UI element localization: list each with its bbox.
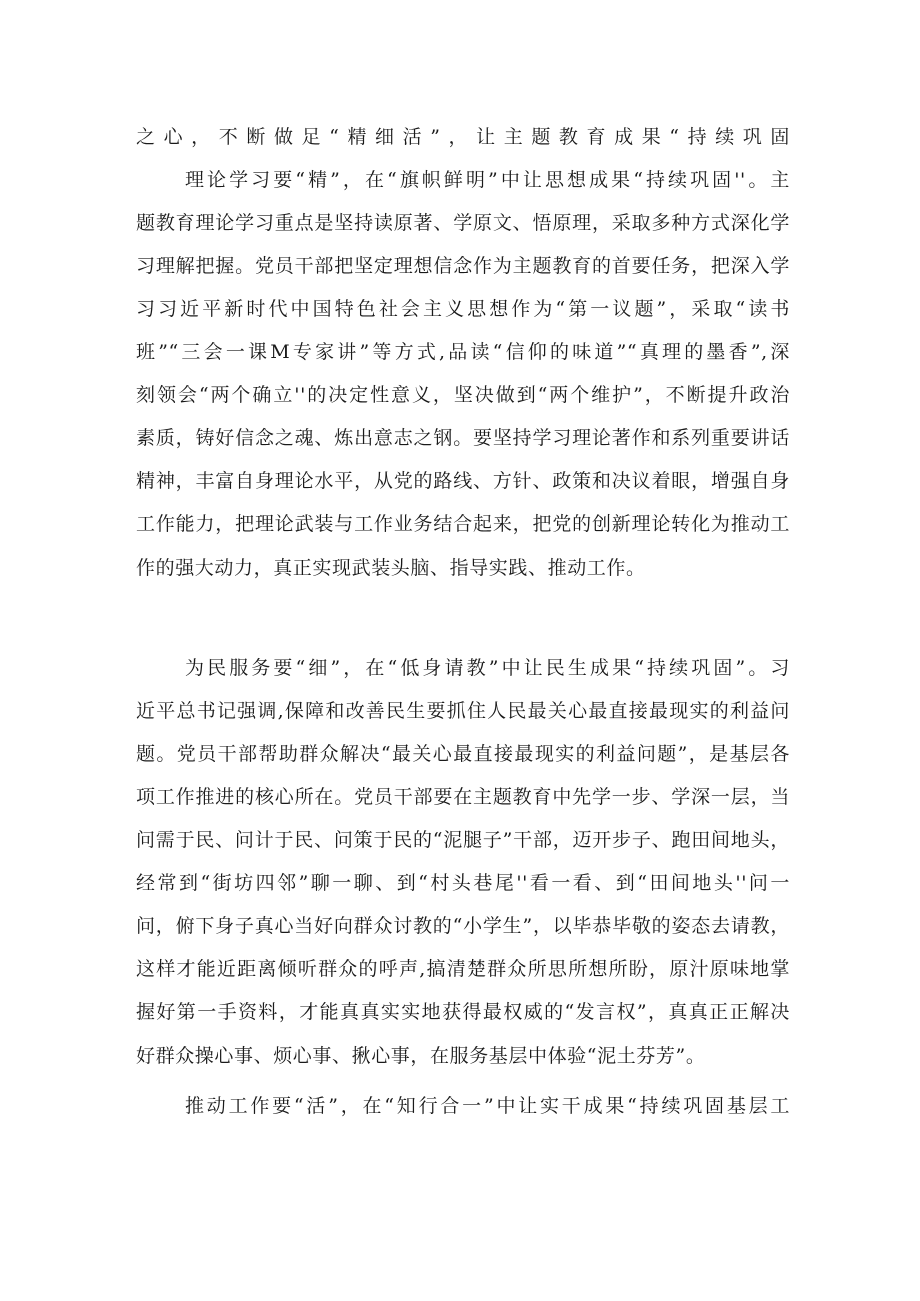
paragraph-4-line-1: 推动工作要“活”，在“知行合一”中让实干成果“持续巩固基层工	[185, 1095, 790, 1117]
paragraph-2-line-8: 精神，丰富自身理论水平，从党的路线、方针、政策和决议着眼，增强自身	[136, 470, 790, 492]
paragraph-2-line-10: 作的强大动力，真正实现武装头脑、指导实践、推动工作。	[136, 557, 646, 579]
paragraph-2-line-4: 习习近平新时代中国特色社会主义思想作为“第一议题”，采取“读书	[136, 298, 790, 320]
paragraph-2-line-3: 习理解把握。党员干部把坚定理想信念作为主题教育的首要任务，把深入学	[136, 255, 790, 277]
paragraph-3-line-10: 好群众操心事、烦心事、揪心事，在服务基层中体验“泥土芬芳”。	[136, 1045, 706, 1067]
paragraph-3-line-1: 为民服务要“细”，在“低身请教”中让民生成果“持续巩固”。习	[185, 657, 790, 679]
paragraph-3-line-8: 这样才能近距离倾听群众的呼声,搞清楚群众所思所想所盼，原汁原味地掌	[136, 958, 790, 980]
paragraph-2-line-6: 刻领会“两个确立''的决定性意义，坚决做到“两个维护”，不断提升政治	[136, 384, 790, 406]
paragraph-2-line-5: 班”“三会一课M专家讲”等方式,品读“信仰的味道”“真理的墨香”,深	[136, 341, 790, 363]
paragraph-2-line-2: 题教育理论学习重点是坚持读原著、学原文、悟原理，采取多种方式深化学	[136, 212, 790, 234]
paragraph-3-line-7: 问，俯下身子真心当好向群众讨教的“小学生”，以毕恭毕敬的姿态去请教，	[136, 915, 790, 937]
paragraph-3-line-9: 握好第一手资料，才能真真实实地获得最权威的“发言权”，真真正正解决	[136, 1001, 790, 1023]
paragraph-1-line-1: 之心，不断做足“精细活”，让主题教育成果“持续巩固	[136, 126, 790, 148]
paragraph-2-line-7: 素质，铸好信念之魂、炼出意志之钢。要坚持学习理论著作和系列重要讲话	[136, 427, 790, 449]
paragraph-2-line-9: 工作能力，把理论武装与工作业务结合起来，把党的创新理论转化为推动工	[136, 513, 790, 535]
paragraph-3-line-5: 问需于民、问计于民、问策于民的“泥腿子”干部，迈开步子、跑田间地头，	[136, 829, 790, 851]
paragraph-2-line-1: 理论学习要“精”，在“旗帜鲜明”中让思想成果“持续巩固''。主	[185, 169, 790, 191]
paragraph-3-line-3: 题。党员干部帮助群众解决“最关心最直接最现实的利益问题”，是基层各	[136, 743, 790, 765]
paragraph-3-line-2: 近平总书记强调,保障和改善民生要抓住人民最关心最直接最现实的利益问	[136, 700, 790, 722]
paragraph-3-line-6: 经常到“街坊四邻”聊一聊、到“村头巷尾''看一看、到“田间地头''问一	[136, 872, 790, 894]
paragraph-3-line-4: 项工作推进的核心所在。党员干部要在主题教育中先学一步、学深一层，当	[136, 786, 790, 808]
